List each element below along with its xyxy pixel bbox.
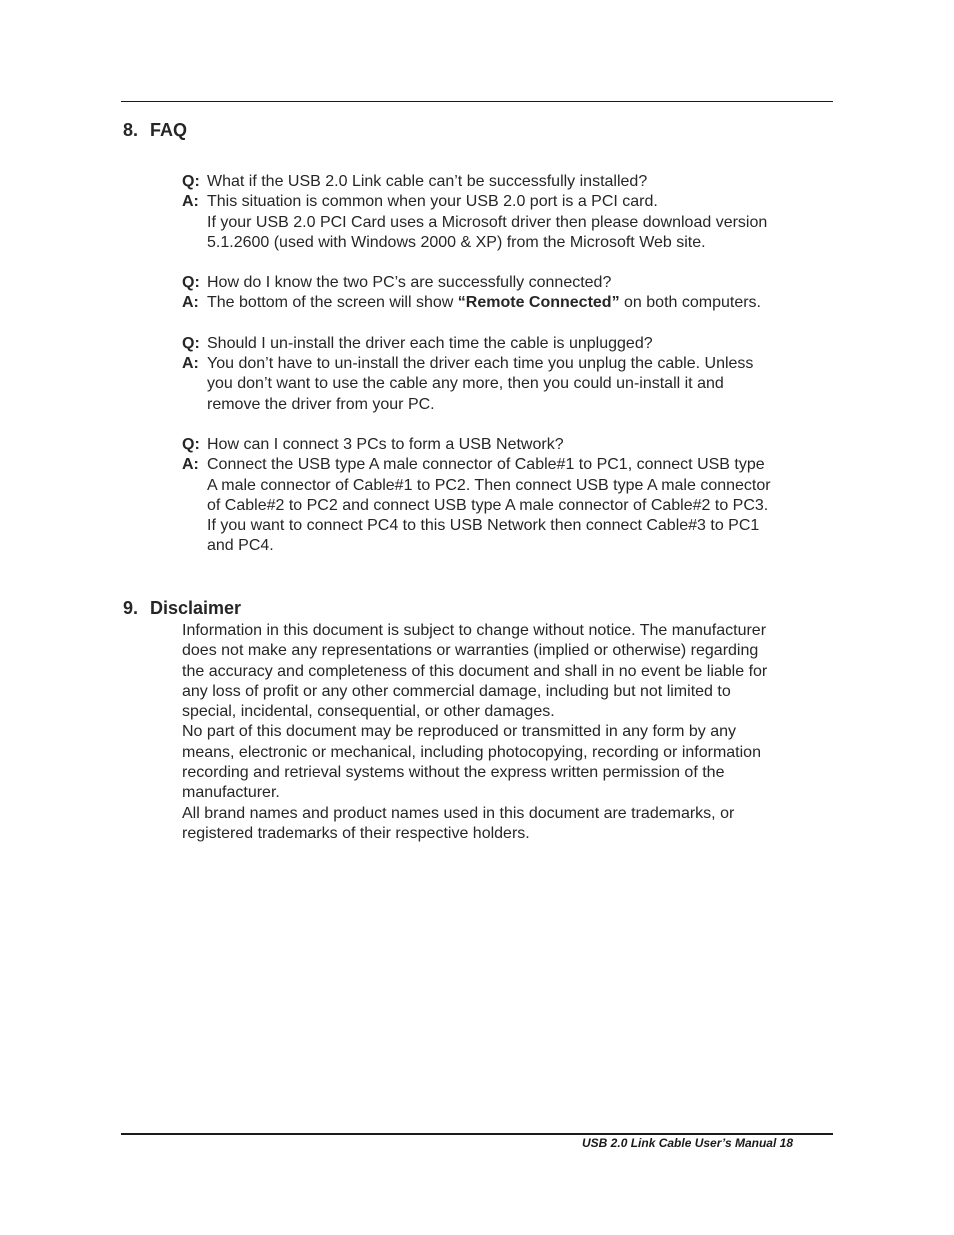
- faq-question: [182, 334, 842, 354]
- answer-label: A:: [182, 294, 199, 312]
- answer-line: A male connector of Cable#1 to PC2. Then connect USB type A male connector: [207, 476, 771, 494]
- faq-question: [182, 172, 842, 192]
- disclaimer-line: No part of this document may be reproduced or transmitted in any form by any: [182, 723, 737, 741]
- footer-rule: [121, 1133, 833, 1135]
- disclaimer-body: [182, 621, 842, 844]
- question-label: Q:: [182, 274, 200, 292]
- answer-text: on both computers.: [619, 294, 761, 312]
- faq-answer: [182, 354, 842, 415]
- remote-connected-text: “Remote Connected”: [457, 294, 620, 312]
- answer-line: remove the driver from your PC.: [207, 395, 435, 413]
- answer-line: Connect the USB type A male connector of Cable#1 to PC1, connect USB type: [207, 456, 765, 474]
- answer-line: 5.1.2600 (used with Windows 2000 & XP) from the Microsoft Web site.: [207, 233, 706, 251]
- answer-label: A:: [182, 456, 199, 474]
- faq-item: [182, 172, 842, 253]
- disclaimer-line: recording and retrieval systems without the express written permission of the: [182, 764, 725, 782]
- disclaimer-line: any loss of profit or any other commercial damage, including but not limited to: [182, 682, 731, 700]
- disclaimer-line: registered trademarks of their respective holders.: [182, 824, 530, 842]
- faq-item: [182, 273, 842, 314]
- footer-page-label: USB 2.0 Link Cable User’s Manual 18: [582, 1136, 793, 1150]
- header-rule: [121, 101, 833, 102]
- disclaimer-heading: [123, 598, 241, 619]
- answer-label: A:: [182, 355, 199, 373]
- faq-list: [182, 172, 842, 577]
- question-text: Should I un-install the driver each time the cable is unplugged?: [207, 334, 653, 352]
- answer-label: A:: [182, 193, 199, 211]
- disclaimer-line: Information in this document is subject to change without notice. The manufacturer: [182, 622, 767, 639]
- answer-line: If you want to connect PC4 to this USB Network then connect Cable#3 to PC1: [207, 517, 760, 535]
- answer-line: and PC4.: [207, 537, 274, 555]
- question-text: How can I connect 3 PCs to form a USB Network?: [207, 435, 564, 453]
- faq-question: [182, 273, 842, 293]
- disclaimer-line: means, electronic or mechanical, including photocopying, recording or information: [182, 743, 761, 761]
- faq-answer: [182, 455, 842, 556]
- faq-answer: [182, 192, 842, 253]
- disclaimer-line: manufacturer.: [182, 784, 280, 802]
- question-text: What if the USB 2.0 Link cable can’t be successfully installed?: [207, 173, 648, 190]
- answer-line: of Cable#2 to PC2 and connect USB type A male connector of Cable#2 to PC3.: [207, 496, 769, 514]
- faq-heading: [123, 120, 187, 141]
- faq-item: [182, 334, 842, 415]
- question-label: Q:: [182, 435, 200, 453]
- disclaimer-line: the accuracy and completeness of this document and shall in no event be liable for: [182, 662, 768, 680]
- question-label: Q:: [182, 334, 200, 352]
- disclaimer-line: All brand names and product names used in this document are trademarks, or: [182, 804, 735, 822]
- question-text: How do I know the two PC’s are successfully connected?: [207, 274, 612, 292]
- faq-question: [182, 435, 842, 455]
- faq-answer: [182, 293, 842, 313]
- faq-section-number: 8.: [123, 120, 139, 140]
- answer-text: The bottom of the screen will show: [207, 294, 458, 312]
- disclaimer-section-number: 9.: [123, 598, 139, 618]
- faq-section-title: FAQ: [150, 120, 188, 140]
- disclaimer-line: does not make any representations or warranties (implied or otherwise) regarding: [182, 642, 759, 660]
- disclaimer-line: special, incidental, consequential, or other damages.: [182, 703, 555, 721]
- answer-line: This situation is common when your USB 2.0 port is a PCI card.: [207, 193, 658, 211]
- faq-item: [182, 435, 842, 557]
- question-label: Q:: [182, 173, 200, 190]
- answer-line: If your USB 2.0 PCI Card uses a Microsoft driver then please download version: [207, 213, 768, 231]
- answer-line: you don’t want to use the cable any more, then you could un-install it and: [207, 375, 724, 393]
- answer-line: You don’t have to un-install the driver each time you unplug the cable. Unless: [207, 355, 754, 373]
- disclaimer-section-title: Disclaimer: [150, 598, 242, 618]
